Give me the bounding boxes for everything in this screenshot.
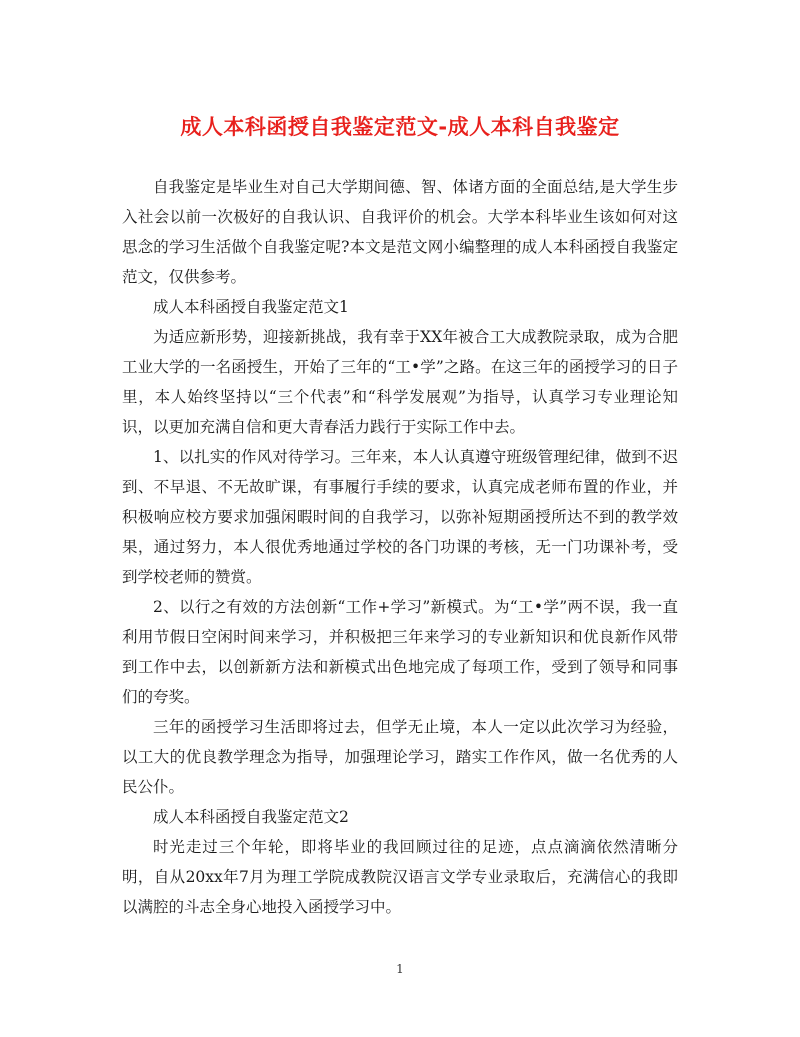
intro-paragraph: 自我鉴定是毕业生对自己大学期间德、智、体诸方面的全面总结,是大学生步入社会以前一次极好的自我认识、自我评价的机会。大学本科毕业生该如何对这思念的学习生活做个自我鉴定呢?本文是范文网小编整理的成人本科函授自我鉴定范文，仅供参考。 (122, 178, 678, 286)
page-number: 1 (396, 962, 404, 976)
body-paragraph: 2、以行之有效的方法创新“工作+学习”新模式。为“工•学”两不误，我一直利用节假日空闲时间来学习，并积极把三年来学习的专业新知识和优良新作风带到工作中去，以创新新方法和新模式出色地完成了每项工作，受到了领导和同事们的夸奖。 (122, 598, 678, 706)
body-paragraph: 三年的函授学习生活即将过去，但学无止境，本人一定以此次学习为经验，以工大的优良教学理念为指导，加强理论学习，踏实工作作风，做一名优秀的人民公仆。 (122, 718, 678, 796)
document-title: 成人本科函授自我鉴定范文-成人本科自我鉴定 (180, 115, 620, 139)
body-paragraph: 为适应新形势，迎接新挑战，我有幸于XX年被合工大成教院录取，成为合肥工业大学的一名函授生，开始了三年的“工•学”之路。在这三年的函授学习的日子里，本人始终坚持以“三个代表”和“科学发展观”为指导，认真学习专业理论知识，以更加充满自信和更大青春活力践行于实际工作中去。 (122, 328, 678, 436)
document-body (122, 172, 678, 922)
section-heading-1: 成人本科函授自我鉴定范文1 (153, 298, 349, 316)
section-heading-2: 成人本科函授自我鉴定范文2 (153, 808, 349, 826)
body-paragraph: 时光走过三个年轮，即将毕业的我回顾过往的足迹，点点滴滴依然清晰分明，自从20xx年7月为理工学院成教院汉语言文学专业录取后，充满信心的我即以满腔的斗志全身心地投入函授学习中。 (122, 838, 678, 916)
body-paragraph: 1、以扎实的作风对待学习。三年来，本人认真遵守班级管理纪律，做到不迟到、不早退、不无故旷课，有事履行手续的要求，认真完成老师布置的作业，并积极响应校方要求加强闲暇时间的自我学习，以弥补短期函授所达不到的教学效果，通过努力，本人很优秀地通过学校的各门功课的考核，无一门功课补考，受到学校老师的赞赏。 (122, 448, 678, 586)
